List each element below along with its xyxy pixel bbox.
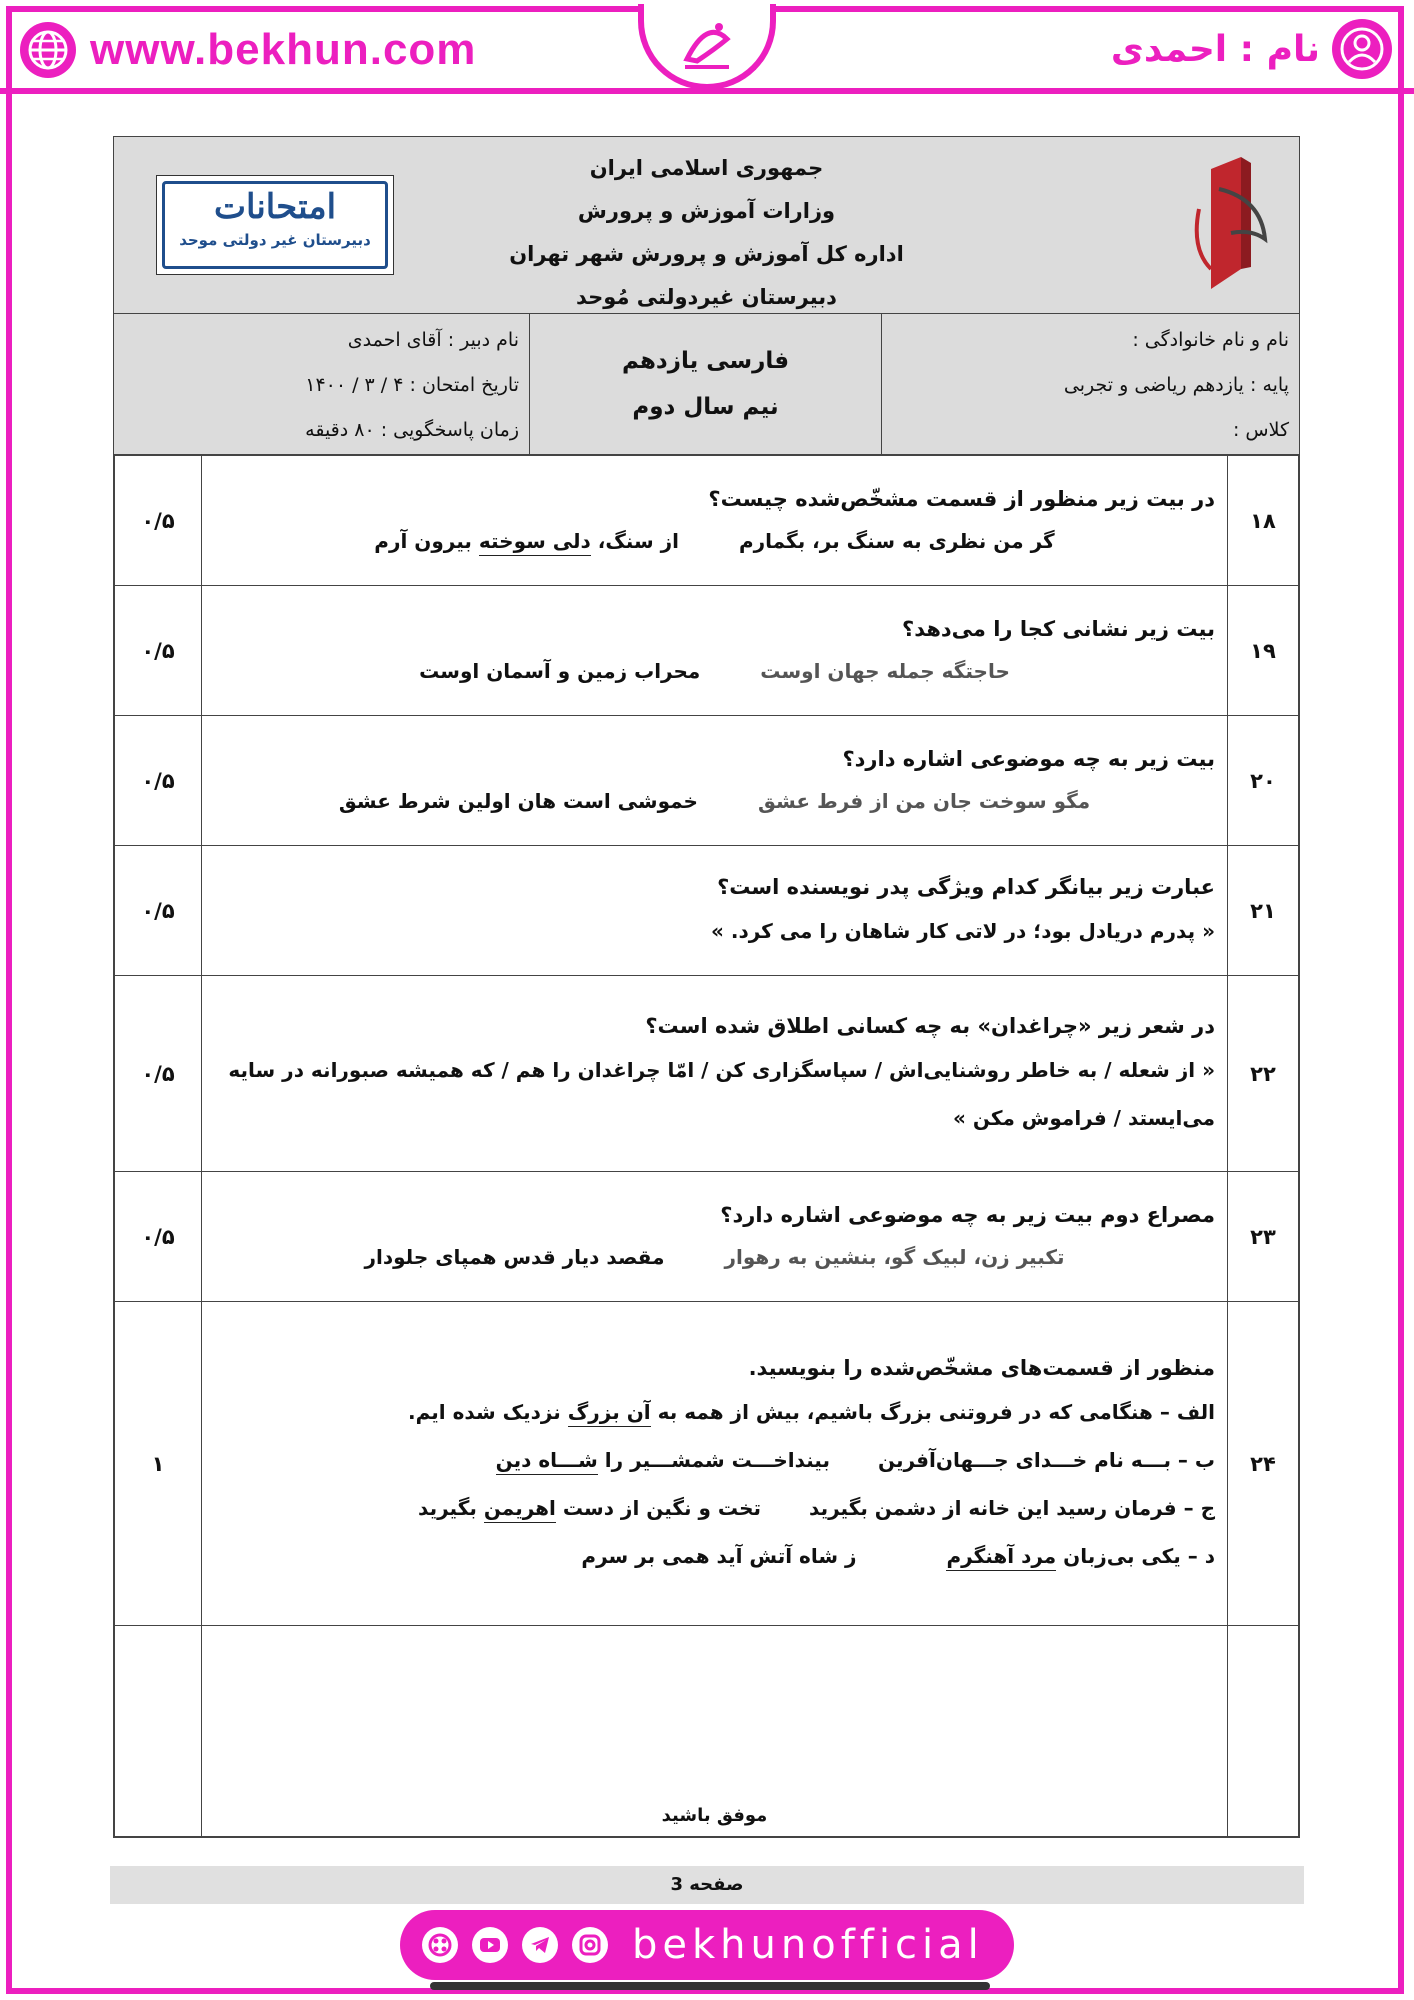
marked-phrase: شـــاه دین <box>496 1448 598 1475</box>
marked-phrase: آن بزرگ <box>568 1400 651 1427</box>
header-line-2: وزارات آموزش و پرورش <box>577 199 836 223</box>
exam-sheet <box>113 136 1300 1838</box>
question-row <box>115 846 1299 976</box>
verse-first-half: حاجتگه جمله جهان اوست <box>760 658 1010 683</box>
globe-icon <box>20 22 76 78</box>
teacher-field: نام دبیر : آقای احمدی <box>347 329 519 351</box>
item-c: ج – فرمان رسید این خانه از دشمن بگیرید تخت و نگین از دست اهریمن بگیرید <box>214 1484 1215 1532</box>
exam-info <box>114 314 1299 455</box>
top-banner <box>0 0 1414 96</box>
social-handle: bekhunofficial <box>632 1922 984 1968</box>
verse-second-half: مقصد دیار قدس همپای جلودار <box>364 1244 665 1269</box>
site-link[interactable] <box>20 20 476 80</box>
item-d: د – یکی بی‌زبان مرد آهنگرم ز شاه آتش آید همی بر سرم <box>214 1532 1215 1580</box>
verse-first-half: گر من نظری به سنگ بر، بگمارم <box>738 528 1055 553</box>
question-text: منظور از قسمت‌های مشخّص‌شده را بنویسید. <box>748 1355 1215 1380</box>
aparat-icon[interactable] <box>422 1927 458 1963</box>
verse-second-half: خموشی است هان اولین شرط عشق <box>338 788 698 813</box>
quoted-passage: « پدرم دریادل بود؛ در لاتی کار شاهان را می کرد. » <box>710 918 1215 943</box>
question-score: ۰/۵ <box>115 846 202 976</box>
question-row <box>115 716 1299 846</box>
marked-phrase: اهریمن <box>484 1496 556 1523</box>
subject-title: فارسی یازدهم <box>621 348 790 374</box>
poem-line-1: « از شعله / به خاطر روشنایی‌اش / سپاسگزاری کن / امّا چراغدان را هم / که همیشه صبورانه در سایه <box>228 1057 1215 1082</box>
question-number: ۲۱ <box>1228 846 1299 976</box>
item-b: ب – بـــه نام خـــدای جـــهان‌آفرین بینداخـــت شمشـــیر را شـــاه دین <box>214 1436 1215 1484</box>
question-number: ۱۹ <box>1228 586 1299 716</box>
stamp-subtitle: دبیرستان غیر دولتی موحد <box>179 231 371 249</box>
verse-first-half: مگو سوخت جان من از فرط عشق <box>757 788 1091 813</box>
question-score: ۱ <box>115 1302 202 1626</box>
exam-header <box>114 137 1299 314</box>
term-title: نیم سال دوم <box>632 394 779 420</box>
school-emblem <box>1181 149 1277 299</box>
site-url: www.bekhun.com <box>90 25 477 74</box>
header-line-3: اداره کل آموزش و پرورش شهر تهران <box>509 242 904 266</box>
question-score: ۰/۵ <box>115 976 202 1172</box>
social-bar[interactable] <box>400 1910 1014 1980</box>
verse-second-half: از سنگ، دلی سوخته بیرون آرم <box>374 519 679 563</box>
class-field: کلاس : <box>1232 419 1289 441</box>
verse-second-half: محراب زمین و آسمان اوست <box>419 658 701 683</box>
question-text: مصراع دوم بیت زیر به چه موضوعی اشاره دارد؟ <box>720 1202 1215 1227</box>
page-number: صفحه 3 <box>110 1866 1304 1904</box>
duration-field: زمان پاسخگویی : ۸۰ دقیقه <box>305 419 519 441</box>
grade-field: پایه : یازدهم ریاضی و تجربی <box>1063 374 1289 396</box>
question-text: در بیت زیر منظور از قسمت مشخّص‌شده چیست؟ <box>708 486 1215 511</box>
good-luck-text: موفق باشید <box>661 1805 768 1826</box>
header-line-4: دبیرستان غیردولتی مُوحد <box>576 285 837 309</box>
user-icon <box>1332 19 1392 79</box>
social-bar-shadow <box>430 1982 990 1990</box>
question-number: ۲۴ <box>1228 1302 1299 1626</box>
question-score: ۰/۵ <box>115 586 202 716</box>
student-info <box>881 314 1299 454</box>
questions-table <box>114 455 1299 1837</box>
marked-phrase: مرد آهنگرم <box>946 1544 1056 1571</box>
question-row <box>115 1302 1299 1626</box>
instagram-icon[interactable] <box>572 1927 608 1963</box>
question-score: ۰/۵ <box>115 1172 202 1302</box>
question-text: بیت زیر نشانی کجا را می‌دهد؟ <box>902 616 1215 641</box>
student-name-field: نام و نام خانوادگی : <box>1132 329 1289 351</box>
marked-phrase: دلی سوخته <box>479 529 591 556</box>
question-row <box>115 456 1299 586</box>
question-score: ۰/۵ <box>115 456 202 586</box>
student-name-badge <box>1111 18 1392 80</box>
student-name: نام : احمدی <box>1110 28 1320 70</box>
question-row <box>115 976 1299 1172</box>
verse-first-half: تکبیر زن، لبیک گو، بنشین به رهوار <box>724 1244 1065 1269</box>
question-number: ۱۸ <box>1228 456 1299 586</box>
closing-row <box>115 1626 1299 1837</box>
exam-date-field: تاریخ امتحان : ۴ / ۳ / ۱۴۰۰ <box>305 374 519 396</box>
banner-divider <box>0 88 1414 94</box>
exam-meta <box>114 314 529 454</box>
question-number: ۲۳ <box>1228 1172 1299 1302</box>
question-text: بیت زیر به چه موضوعی اشاره دارد؟ <box>842 746 1215 771</box>
telegram-icon[interactable] <box>522 1927 558 1963</box>
subject-info <box>529 314 881 454</box>
question-text: عبارت زیر بیانگر کدام ویژگی پدر نویسنده است؟ <box>717 874 1215 899</box>
question-score: ۰/۵ <box>115 716 202 846</box>
question-number: ۲۰ <box>1228 716 1299 846</box>
header-line-1: جمهوری اسلامی ایران <box>589 156 824 180</box>
poem-line-2: می‌ایستد / فراموش مکن » <box>952 1105 1215 1130</box>
question-text: در شعر زیر «چراغدان» به چه کسانی اطلاق شده است؟ <box>645 1013 1215 1038</box>
question-number: ۲۲ <box>1228 976 1299 1172</box>
question-row <box>115 1172 1299 1302</box>
youtube-icon[interactable] <box>472 1927 508 1963</box>
stamp-title: امتحانات <box>213 187 337 227</box>
question-row <box>115 586 1299 716</box>
item-a: الف – هنگامی که در فروتنی بزرگ باشیم، بیش از همه به آن بزرگ نزدیک شده ایم. <box>214 1388 1215 1436</box>
bekhun-logo <box>638 4 776 90</box>
